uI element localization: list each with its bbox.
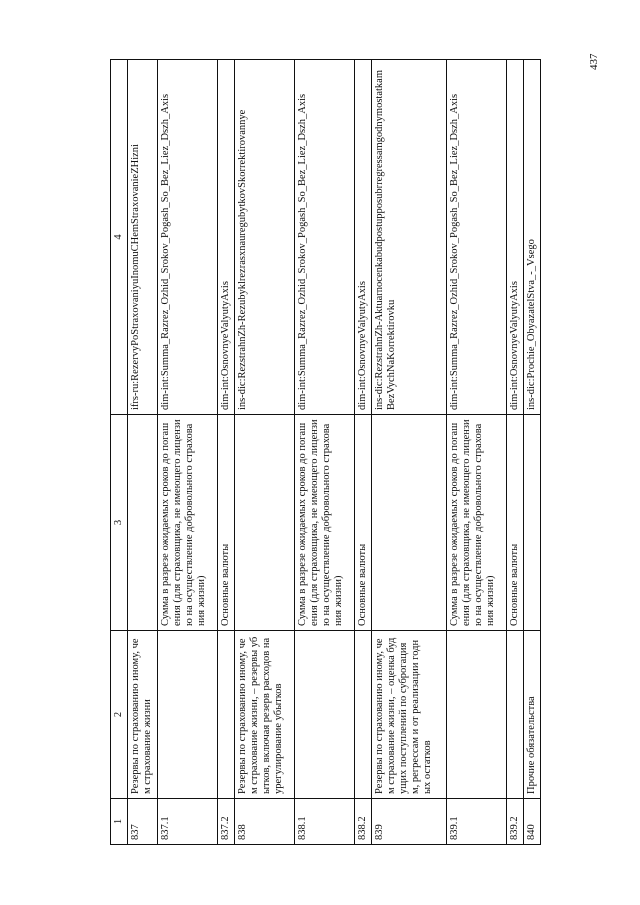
row-code: dim-int:Summa_Razrez_Ozhid_Srokov_Pogash_So_Bez_Liez_Dszh_Axis [295,60,355,415]
row-number: 839 [372,799,447,845]
column-header: 1 [111,799,128,845]
row-code: ins-dic:RezstrahnZh-RezubyklrezrasxnaurеgubytkovSkorrektirovannye [235,60,295,415]
row-name [355,631,372,799]
row-dimension [524,415,541,631]
row-code: dim-int:OsnovnyeValyutyAxis [218,60,235,415]
row-name [218,631,235,799]
column-header: 4 [111,60,128,415]
row-number: 838 [235,799,295,845]
row-code: ifrs-ru:RezervyPoStraxovaniyuInomuCHemStraxovanieZHizni [128,60,158,415]
row-name: Резервы по страхованию иному, чем страхование жизни, – резервы убытков, включая резерв расходов на урегулирование убытков [235,631,295,799]
row-name [295,631,355,799]
row-name [447,631,507,799]
row-dimension [235,415,295,631]
table-row [524,60,541,845]
table-row [507,60,524,845]
column-header: 3 [111,415,128,631]
row-number: 837.1 [158,799,218,845]
row-dimension: Сумма в разрезе ожидаемых сроков до погашения (для страховщика, не имеющего лицензию на осуществление добровольного страхования жизни) [158,415,218,631]
row-dimension: Сумма в разрезе ожидаемых сроков до погашения (для страховщика, не имеющего лицензию на осуществление добровольного страхования жизни) [295,415,355,631]
row-number: 837.2 [218,799,235,845]
table-row [447,60,507,845]
row-code: dim-int:Summa_Razrez_Ozhid_Srokov_Pogash_So_Bez_Liez_Dszh_Axis [158,60,218,415]
row-code: dim-int:Summa_Razrez_Ozhid_Srokov_Pogash_So_Bez_Liez_Dszh_Axis [447,60,507,415]
row-dimension: Основные валюты [507,415,524,631]
table-row [128,60,158,845]
row-dimension [128,415,158,631]
row-name: Резервы по страхованию иному, чем страхование жизни, – оценка будущих поступлений по суброгациям, регрессам и от реализации годных остатков [372,631,447,799]
table-row [372,60,447,845]
row-dimension: Сумма в разрезе ожидаемых сроков до погашения (для страховщика, не имеющего лицензию на осуществление добровольного страхования жизни) [447,415,507,631]
row-number: 837 [128,799,158,845]
row-name [158,631,218,799]
table-row [295,60,355,845]
row-number: 838.1 [295,799,355,845]
table-header-row [111,60,128,845]
row-name [507,631,524,799]
page-number: 437 [588,53,600,70]
table-row [355,60,372,845]
data-table [110,59,541,845]
row-code: dim-int:OsnovnyeValyutyAxis [507,60,524,415]
row-code: dim-int:OsnovnyeValyutyAxis [355,60,372,415]
row-name: Прочие обязательства [524,631,541,799]
row-dimension: Основные валюты [355,415,372,631]
row-number: 839.1 [447,799,507,845]
row-number: 840 [524,799,541,845]
row-dimension [372,415,447,631]
table-row [235,60,295,845]
column-header: 2 [111,631,128,799]
row-name: Резервы по страхованию иному, чем страхование жизни [128,631,158,799]
table-row [218,60,235,845]
table-row [158,60,218,845]
row-number: 839.2 [507,799,524,845]
row-code: ins-dic:RezstrahnZh-AktuarnocenkabudpostupposubrregressamgodnymostatkamBezVychNaKorrektirovku [372,60,447,415]
row-code: ins-dic:Prochie_ObyazatelStva_-_Vsego [524,60,541,415]
row-dimension: Основные валюты [218,415,235,631]
row-number: 838.2 [355,799,372,845]
rotated-page-content [110,60,548,845]
